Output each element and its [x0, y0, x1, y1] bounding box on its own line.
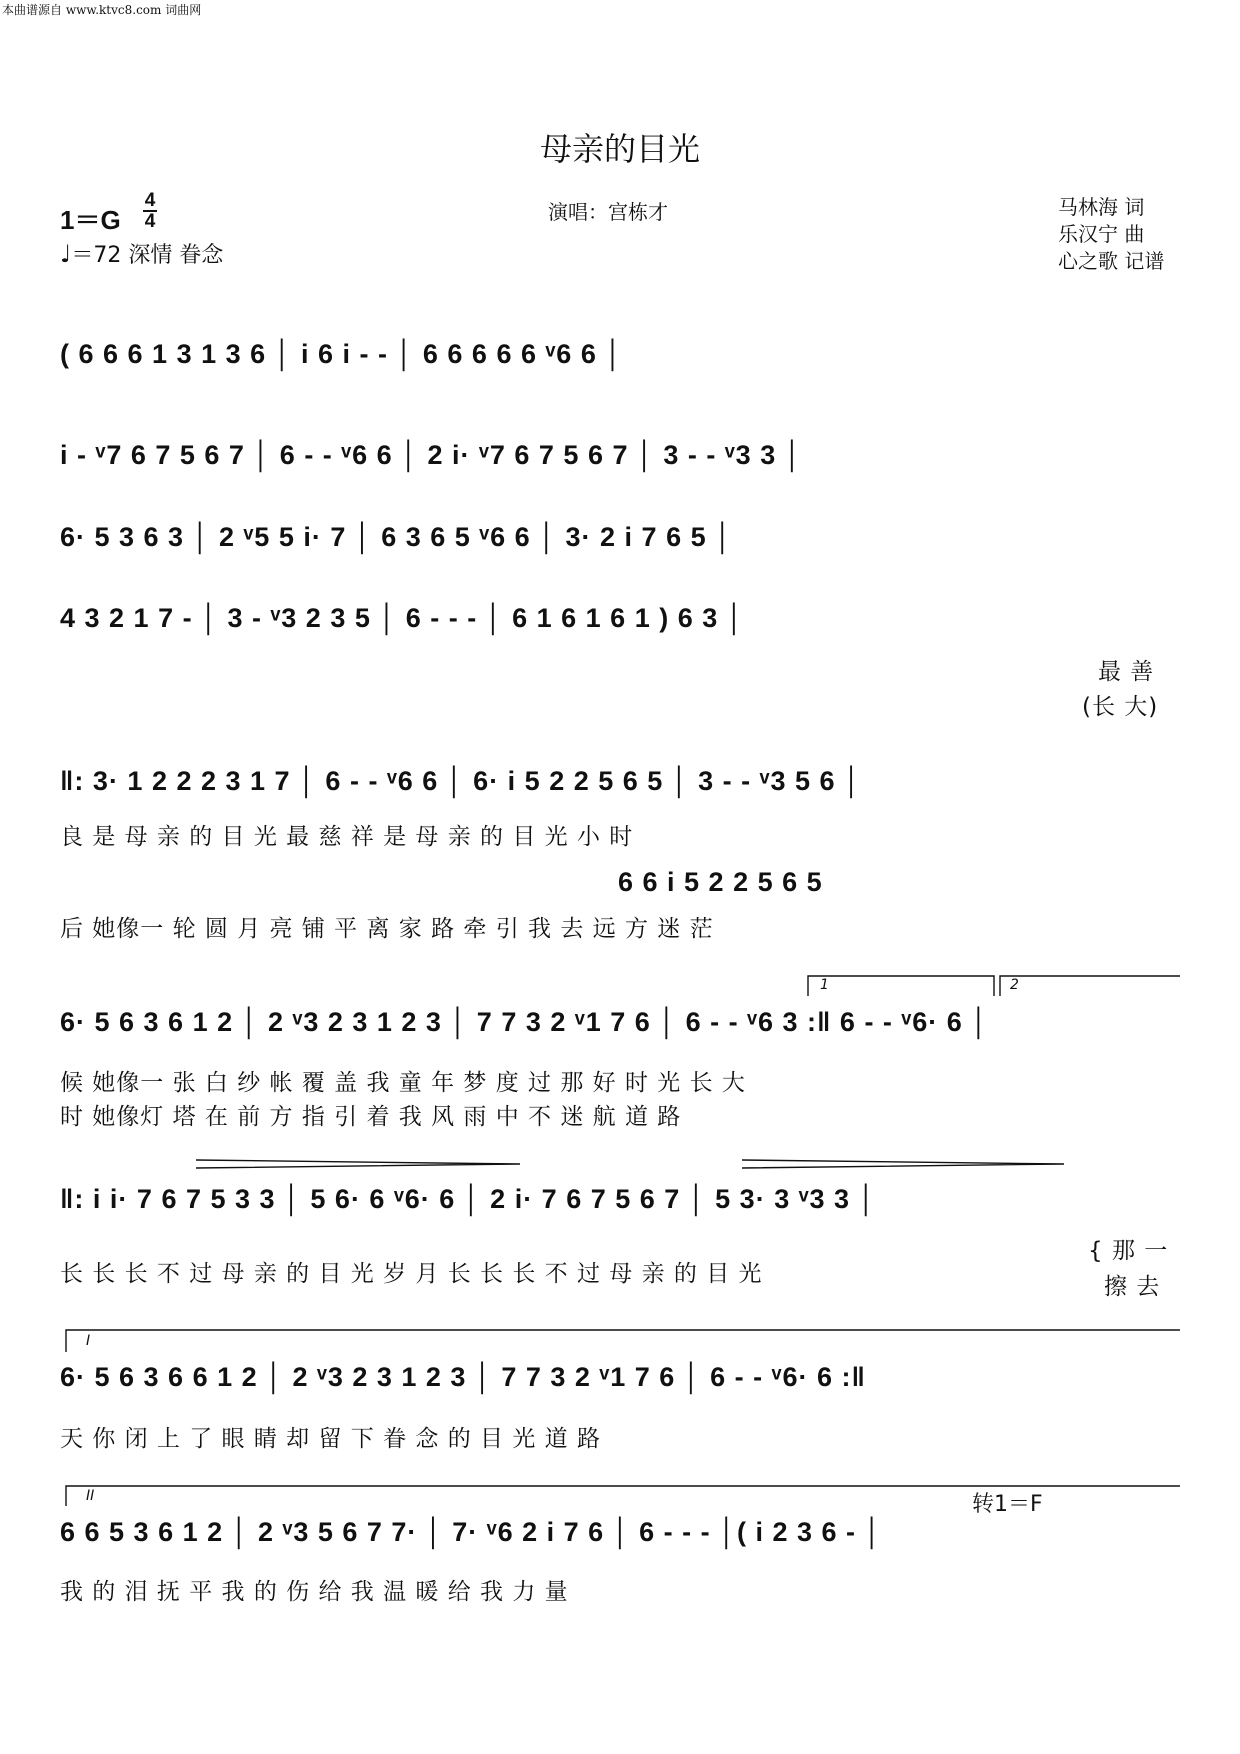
- lyric-line-6a: 候 她像一 张 白 纱 帐 覆 盖 我 童 年 梦 度 过 那 好 时 光 长 大: [60, 1070, 746, 1096]
- notation-line-3: 6· 5 3 6 3 │ 2 ᵛ5 5 i· 7 │ 6 3 6 5 ᵛ6 6 │ 3· 2 i 7 6 5 │: [60, 522, 733, 552]
- volta-label-1: 1: [820, 977, 829, 993]
- notation-line-7: ‖: i i· 7 6 7 5 3 3 │ 5 6· 6 ᵛ6· 6 │ 2 i· 7 6 7 5 6 7 │ 5 3· 3 ᵛ3 3 │: [60, 1184, 877, 1214]
- notation-line-5-alt: 6 6 i 5 2 2 5 6 5: [618, 867, 823, 897]
- singer: 演唱：宫栋才: [548, 200, 668, 224]
- watermark: 本曲谱源自 www.ktvc8.com 词曲网: [2, 3, 202, 17]
- lyric-line-7b: { 那 一: [1088, 1238, 1169, 1264]
- notation-line-9: 6 6 5 3 6 1 2 │ 2 ᵛ3 5 6 7 7· │ 7· ᵛ6 2 i 7 6 │ 6 - - - │( i 2 3 6 - │: [60, 1517, 883, 1547]
- notation-line-6: 6· 5 6 3 6 1 2 │ 2 ᵛ3 2 3 1 2 3 │ 7 7 3 2 ᵛ1 7 6 │ 6 - - ᵛ6 3 :‖ 6 - - ᵛ6· 6 │: [60, 1007, 990, 1037]
- lyric-line-5: 良 是 母 亲 的 目 光 最 慈 祥 是 母 亲 的 目 光 小 时: [60, 824, 634, 850]
- time-signature: 4 4: [144, 190, 156, 232]
- lyric-line-4b: (长 大): [1082, 694, 1159, 720]
- lyric-line-4a: 最 善: [1098, 659, 1155, 685]
- volta-label-II: II: [86, 1488, 95, 1504]
- lyric-line-7c: 擦 去: [1104, 1274, 1161, 1300]
- tempo-marking: ♩＝72 深情 眷念: [60, 240, 224, 268]
- lyric-line-8: 天 你 闭 上 了 眼 睛 却 留 下 眷 念 的 目 光 道 路: [60, 1426, 601, 1452]
- modulation-marking: 转1＝F: [972, 1492, 1043, 1517]
- transcriber: 心之歌 记谱: [1058, 249, 1165, 273]
- lyric-line-9: 我 的 泪 抚 平 我 的 伤 给 我 温 暖 给 我 力 量: [60, 1579, 569, 1605]
- key-signature: 1＝G: [60, 205, 121, 235]
- notation-line-2: i - ᵛ7 6 7 5 6 7 │ 6 - - ᵛ6 6 │ 2 i· ᵛ7 6 7 5 6 7 │ 3 - - ᵛ3 3 │: [60, 440, 803, 470]
- lyric-line-6b: 时 她像灯 塔 在 前 方 指 引 着 我 风 雨 中 不 迷 航 道 路: [60, 1104, 682, 1130]
- composer: 乐汉宁 曲: [1058, 222, 1145, 246]
- notation-line-8: 6· 5 6 3 6 6 1 2 │ 2 ᵛ3 2 3 1 2 3 │ 7 7 3 2 ᵛ1 7 6 │ 6 - - ᵛ6· 6 :‖: [60, 1362, 866, 1392]
- quarter-note-icon: ♩: [60, 240, 72, 268]
- notation-line-1: ( 6 6 6 1 3 1 3 6 │ i 6 i - - │ 6 6 6 6 6 ᵛ6 6 │: [60, 339, 624, 369]
- lyric-line-5b: 后 她像一 轮 圆 月 亮 铺 平 离 家 路 牵 引 我 去 远 方 迷 茫: [60, 916, 714, 942]
- lyricist: 马林海 词: [1058, 195, 1145, 219]
- notation-line-5: ‖: 3· 1 2 2 2 3 1 7 │ 6 - - ᵛ6 6 │ 6· i 5 2 2 5 6 5 │ 3 - - ᵛ3 5 6 │: [60, 766, 862, 796]
- volta-label-2: 2: [1010, 977, 1019, 993]
- song-title: 母亲的目光: [539, 130, 700, 168]
- notation-line-4: 4 3 2 1 7 - │ 3 - ᵛ3 2 3 5 │ 6 - - - │ 6 1 6 1 6 1 ) 6 3 │: [60, 603, 745, 633]
- volta-label-I: I: [86, 1333, 91, 1349]
- lyric-line-7: 长 长 长 不 过 母 亲 的 目 光 岁 月 长 长 长 不 过 母 亲 的 目 光: [60, 1261, 763, 1287]
